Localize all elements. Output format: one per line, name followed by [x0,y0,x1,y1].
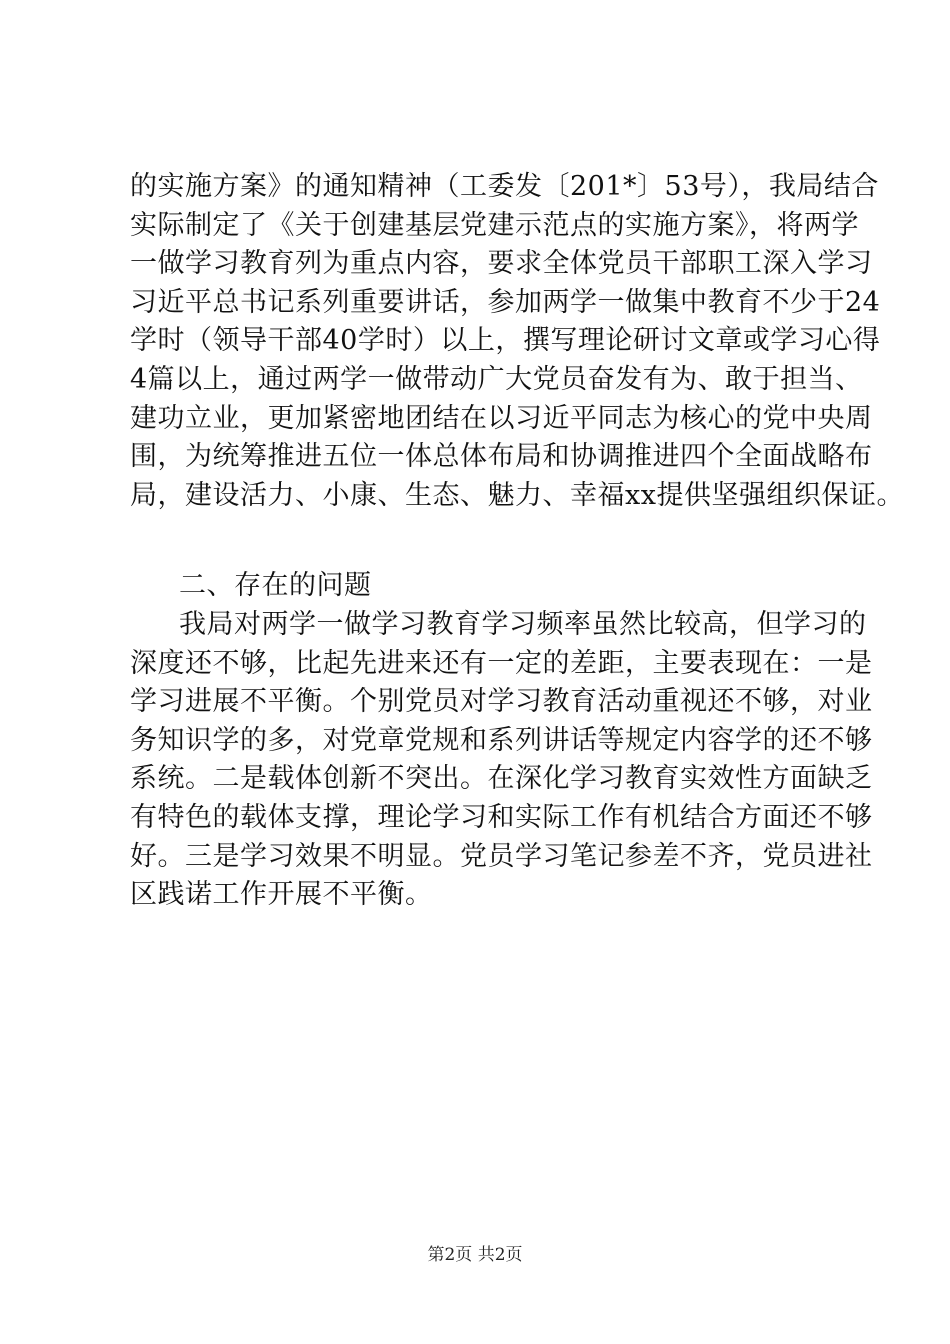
text-line: 区践诺工作开展不平衡。 [130,879,433,911]
section-heading: 二、存在的问题 [179,570,372,602]
text-line: 习近平总书记系列重要讲话，参加两学一做集中教育不少于24 [130,286,881,318]
document-body [130,168,904,915]
text-line: 深度还不够，比起先进来还有一定的差距，主要表现在：一是 [130,647,873,679]
text-line: 务知识学的多，对党章党规和系列讲话等规定内容学的还不够 [130,724,873,756]
paragraph-spacer [130,515,845,567]
section-existing-problems [130,567,873,914]
text-line: 建功立业，更加紧密地团结在以习近平同志为核心的党中央周 [130,402,873,434]
text-line: 的实施方案》的通知精神（工委发〔201*〕53号），我局结合 [130,171,879,202]
text-line: 实际制定了《关于创建基层党建示范点的实施方案》，将两学 [130,209,859,241]
text-line: 4篇以上，通过两学一做带动广大党员奋发有为、敢于担当、 [130,363,863,395]
text-line: 我局对两学一做学习教育学习频率虽然比较高，但学习的 [179,608,867,640]
text-line: 好。三是学习效果不明显。党员学习笔记参差不齐，党员进社 [130,840,873,872]
text-line: 局，建设活力、小康、生态、魅力、幸福xx提供坚强组织保证。 [130,479,904,511]
text-line: 有特色的载体支撑，理论学习和实际工作有机结合方面还不够 [130,801,873,833]
text-line: 学时（领导干部40学时）以上，撰写理论研讨文章或学习心得 [130,325,881,357]
text-line: 学习进展不平衡。个别党员对学习教育活动重视还不够，对业 [130,686,873,718]
page-number-footer: 第2页 共2页 [427,1245,523,1265]
paragraph-implementation-plan [130,168,904,515]
text-line: 一做学习教育列为重点内容，要求全体党员干部职工深入学习 [130,248,873,280]
text-line: 系统。二是载体创新不突出。在深化学习教育实效性方面缺乏 [130,763,873,795]
text-line: 围，为统筹推进五位一体总体布局和协调推进四个全面战略布 [130,441,873,473]
